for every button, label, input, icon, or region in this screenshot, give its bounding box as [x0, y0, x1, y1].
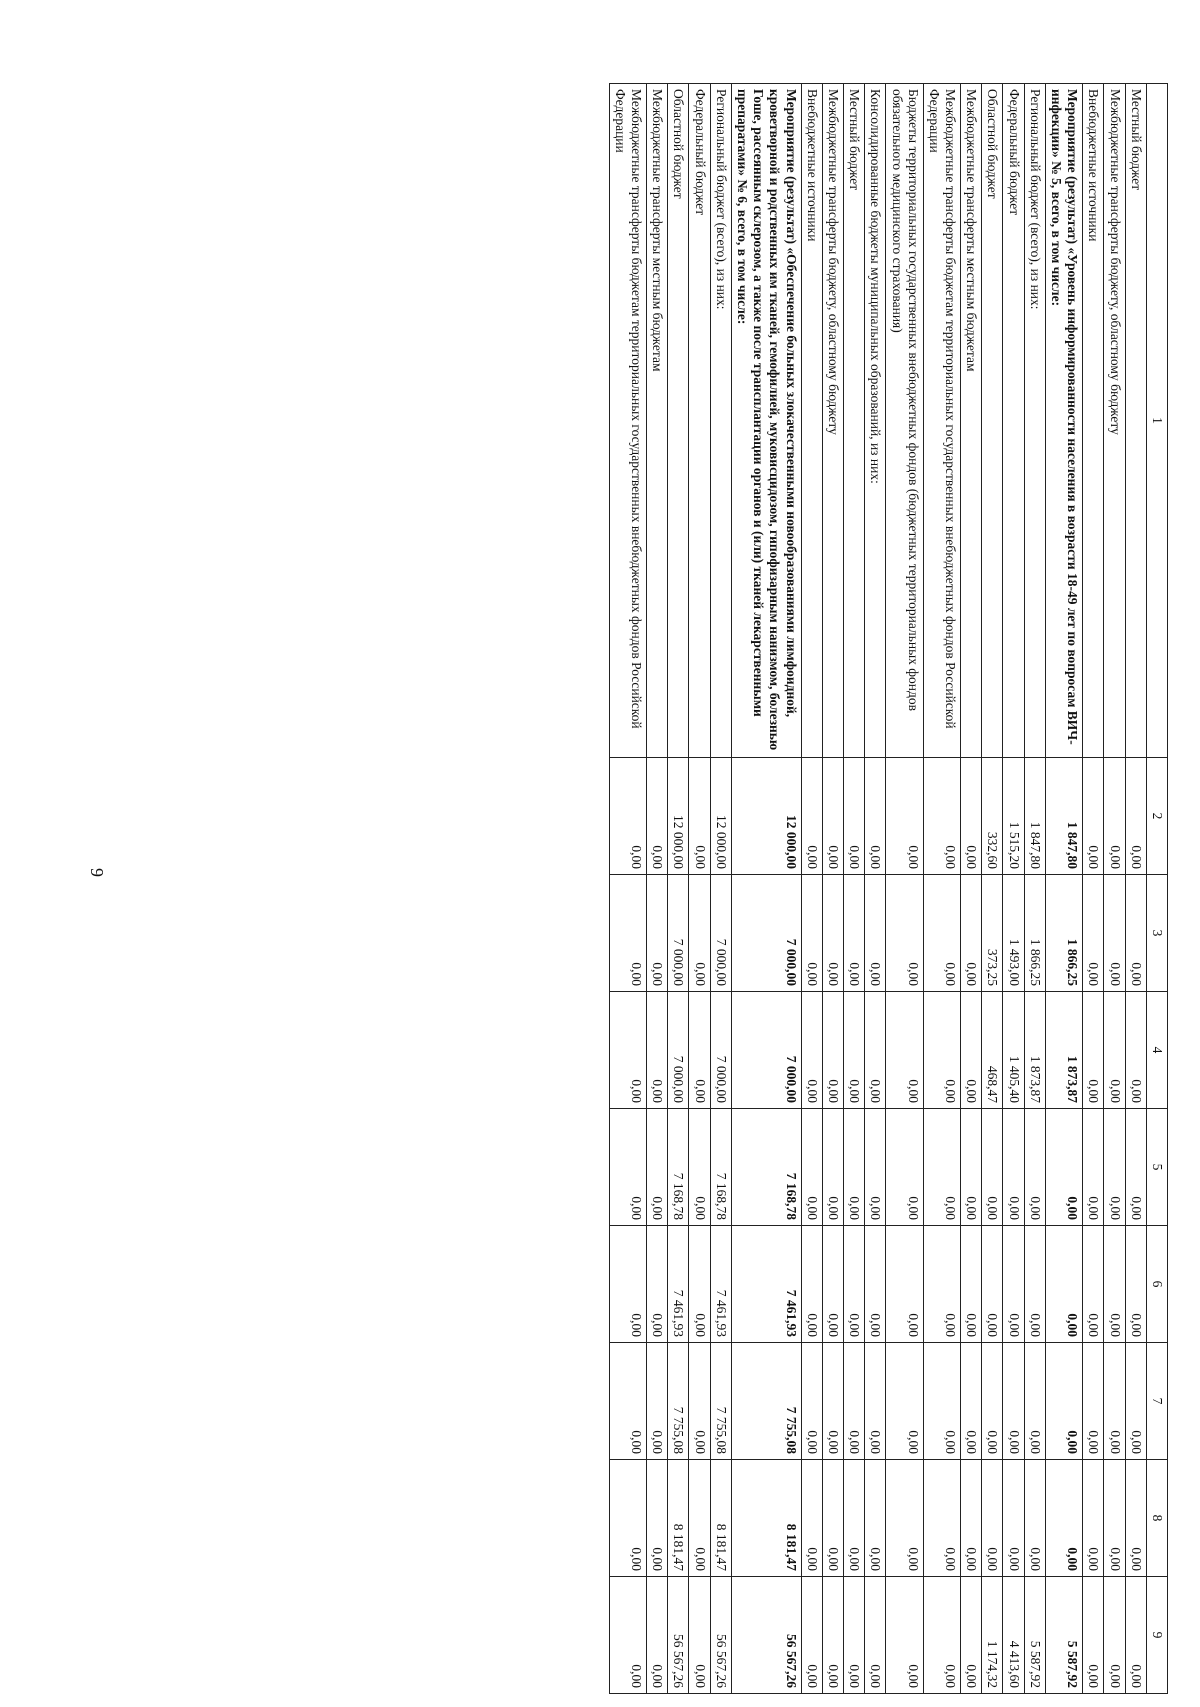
table-row: [609, 84, 646, 1694]
value-cell: 0,00: [1024, 1460, 1045, 1577]
value-cell: 0,00: [1083, 758, 1104, 875]
value-cell: 0,00: [647, 1460, 668, 1577]
value-cell: 0,00: [1104, 1460, 1125, 1577]
value-cell: 7 000,00: [710, 992, 731, 1109]
column-header: 5: [1146, 1109, 1167, 1226]
value-cell: 0,00: [865, 1226, 886, 1343]
value-cell: 12 000,00: [668, 758, 689, 875]
table-row: [886, 84, 923, 1694]
row-label: Межбюджетные трансферты бюджету, областному бюджету: [822, 84, 843, 758]
value-cell: 0,00: [689, 1226, 710, 1343]
value-cell: 0,00: [822, 1343, 843, 1460]
value-cell: 0,00: [865, 1577, 886, 1694]
value-cell: 0,00: [923, 875, 960, 992]
value-cell: 0,00: [982, 1226, 1003, 1343]
value-cell: 0,00: [961, 1577, 982, 1694]
value-cell: 0,00: [923, 1343, 960, 1460]
value-cell: 468,47: [982, 992, 1003, 1109]
value-cell: 0,00: [609, 992, 646, 1109]
value-cell: 0,00: [689, 1109, 710, 1226]
value-cell: 12 000,00: [710, 758, 731, 875]
row-label: Областной бюджет: [982, 84, 1003, 758]
value-cell: 7 168,78: [731, 1109, 801, 1226]
value-cell: 0,00: [1083, 1226, 1104, 1343]
value-cell: 1 866,25: [1024, 875, 1045, 992]
value-cell: 0,00: [865, 1460, 886, 1577]
value-cell: 0,00: [923, 1460, 960, 1577]
row-label: Межбюджетные трансферты местным бюджетам: [647, 84, 668, 758]
value-cell: 56 567,26: [668, 1577, 689, 1694]
value-cell: 0,00: [961, 1226, 982, 1343]
row-label: Межбюджетные трансферты бюджету, областному бюджету: [1104, 84, 1125, 758]
value-cell: 0,00: [1003, 1343, 1024, 1460]
value-cell: 7 461,93: [710, 1226, 731, 1343]
table-row: [982, 84, 1003, 1694]
value-cell: 7 755,08: [668, 1343, 689, 1460]
table-row: [865, 84, 886, 1694]
value-cell: 0,00: [961, 1343, 982, 1460]
value-cell: 0,00: [609, 1577, 646, 1694]
value-cell: 0,00: [923, 1226, 960, 1343]
value-cell: 0,00: [886, 1460, 923, 1577]
column-header: 4: [1146, 992, 1167, 1109]
value-cell: 0,00: [647, 1109, 668, 1226]
value-cell: 0,00: [822, 1577, 843, 1694]
column-header: 9: [1146, 1577, 1167, 1694]
value-cell: 0,00: [609, 1460, 646, 1577]
value-cell: 1 866,25: [1045, 875, 1082, 992]
value-cell: 0,00: [647, 1577, 668, 1694]
column-header: 2: [1146, 758, 1167, 875]
value-cell: 0,00: [822, 992, 843, 1109]
value-cell: 0,00: [865, 875, 886, 992]
row-label: Федеральный бюджет: [689, 84, 710, 758]
value-cell: 0,00: [923, 1109, 960, 1226]
value-cell: 0,00: [886, 1109, 923, 1226]
value-cell: 0,00: [1083, 1577, 1104, 1694]
table-row: [1083, 84, 1104, 1694]
value-cell: 0,00: [865, 1343, 886, 1460]
value-cell: 0,00: [801, 1577, 822, 1694]
row-label: Региональный бюджет (всего), из них:: [1024, 84, 1045, 758]
value-cell: 0,00: [844, 1460, 865, 1577]
rotated-table-container: [168, 83, 1168, 1693]
value-cell: 0,00: [689, 1577, 710, 1694]
table-row: [1003, 84, 1024, 1694]
table-row: [822, 84, 843, 1694]
value-cell: 0,00: [1104, 1109, 1125, 1226]
value-cell: 0,00: [982, 1343, 1003, 1460]
value-cell: 0,00: [609, 875, 646, 992]
value-cell: 0,00: [609, 758, 646, 875]
value-cell: 0,00: [844, 875, 865, 992]
value-cell: 0,00: [801, 1343, 822, 1460]
row-label: Местный бюджет: [844, 84, 865, 758]
value-cell: 0,00: [1083, 1109, 1104, 1226]
row-label: Местный бюджет: [1125, 84, 1146, 758]
value-cell: 0,00: [1024, 1226, 1045, 1343]
value-cell: 0,00: [801, 992, 822, 1109]
value-cell: 0,00: [1125, 875, 1146, 992]
value-cell: 0,00: [689, 875, 710, 992]
value-cell: 0,00: [844, 1226, 865, 1343]
table-row: [668, 84, 689, 1694]
value-cell: 0,00: [689, 992, 710, 1109]
row-label: Межбюджетные трансферты бюджетам территориальных государственных внебюджетных фондов Российской Федерации: [609, 84, 646, 758]
value-cell: 0,00: [923, 758, 960, 875]
value-cell: 0,00: [961, 1109, 982, 1226]
value-cell: 0,00: [1045, 1343, 1082, 1460]
value-cell: 0,00: [1125, 1226, 1146, 1343]
value-cell: 0,00: [923, 992, 960, 1109]
value-cell: 7 000,00: [668, 875, 689, 992]
row-label: Областной бюджет: [668, 84, 689, 758]
value-cell: 8 181,47: [668, 1460, 689, 1577]
table-row: [1125, 84, 1146, 1694]
row-label: Федеральный бюджет: [1003, 84, 1024, 758]
column-header: 8: [1146, 1460, 1167, 1577]
value-cell: 0,00: [1003, 1460, 1024, 1577]
value-cell: 0,00: [822, 875, 843, 992]
value-cell: 56 567,26: [731, 1577, 801, 1694]
table-row: [961, 84, 982, 1694]
table-body: [609, 84, 1146, 1694]
value-cell: 7 461,93: [731, 1226, 801, 1343]
column-header: 3: [1146, 875, 1167, 992]
value-cell: 0,00: [982, 1460, 1003, 1577]
value-cell: 0,00: [1083, 1460, 1104, 1577]
value-cell: 373,25: [982, 875, 1003, 992]
value-cell: 0,00: [801, 1460, 822, 1577]
row-label: Внебюджетные источники: [801, 84, 822, 758]
value-cell: 7 000,00: [731, 875, 801, 992]
value-cell: 0,00: [844, 1343, 865, 1460]
value-cell: 56 567,26: [710, 1577, 731, 1694]
value-cell: 0,00: [647, 1226, 668, 1343]
value-cell: 0,00: [961, 1460, 982, 1577]
value-cell: 0,00: [801, 875, 822, 992]
table-header-row: [1146, 84, 1167, 1694]
value-cell: 8 181,47: [731, 1460, 801, 1577]
value-cell: 0,00: [801, 1109, 822, 1226]
value-cell: 1 873,87: [1024, 992, 1045, 1109]
value-cell: 1 493,00: [1003, 875, 1024, 992]
table-row: [647, 84, 668, 1694]
value-cell: 0,00: [1045, 1226, 1082, 1343]
value-cell: 0,00: [822, 1226, 843, 1343]
column-header: 1: [1146, 84, 1167, 758]
value-cell: 0,00: [609, 1226, 646, 1343]
value-cell: 0,00: [844, 1109, 865, 1226]
value-cell: 8 181,47: [710, 1460, 731, 1577]
value-cell: 0,00: [1104, 1226, 1125, 1343]
value-cell: 0,00: [844, 1577, 865, 1694]
value-cell: 0,00: [865, 992, 886, 1109]
value-cell: 0,00: [844, 992, 865, 1109]
value-cell: 0,00: [1024, 1109, 1045, 1226]
row-label: Межбюджетные трансферты местным бюджетам: [961, 84, 982, 758]
value-cell: 0,00: [1125, 1577, 1146, 1694]
value-cell: 0,00: [647, 758, 668, 875]
table-row: [801, 84, 822, 1694]
value-cell: 0,00: [1104, 758, 1125, 875]
value-cell: 0,00: [1125, 1109, 1146, 1226]
value-cell: 0,00: [609, 1343, 646, 1460]
value-cell: 0,00: [923, 1577, 960, 1694]
value-cell: 0,00: [886, 992, 923, 1109]
value-cell: 7 000,00: [668, 992, 689, 1109]
value-cell: 0,00: [844, 758, 865, 875]
value-cell: 0,00: [647, 992, 668, 1109]
row-label: Мероприятие (результат) «Уровень информированности населения в возрасти 18-49 лет по вопросам ВИЧ-инфекции» № 5, всего, в том числе:: [1045, 84, 1082, 758]
value-cell: 0,00: [982, 1109, 1003, 1226]
value-cell: 0,00: [886, 1226, 923, 1343]
value-cell: 0,00: [647, 875, 668, 992]
value-cell: 0,00: [609, 1109, 646, 1226]
value-cell: 0,00: [1083, 1343, 1104, 1460]
value-cell: 7 168,78: [710, 1109, 731, 1226]
value-cell: 7 755,08: [710, 1343, 731, 1460]
page-number: 9: [87, 868, 107, 877]
value-cell: 7 461,93: [668, 1226, 689, 1343]
row-label: Мероприятие (результат) «Обеспечение больных злокачественными новообразованиями лимфоидной, кроветворной и родственных им тканей, гемофилией, муковисцидозом, гипофизарным нанизмом, болезнью Гоше, рассеянным склерозом, а также после трансплантации органов и (или) тканей лекарственными препаратами» № 6, всего, в том числе:: [731, 84, 801, 758]
value-cell: 0,00: [886, 758, 923, 875]
value-cell: 1 873,87: [1045, 992, 1082, 1109]
value-cell: 0,00: [689, 1343, 710, 1460]
value-cell: 0,00: [647, 1343, 668, 1460]
value-cell: 7 755,08: [731, 1343, 801, 1460]
value-cell: 0,00: [1003, 1109, 1024, 1226]
value-cell: 0,00: [961, 992, 982, 1109]
value-cell: 5 587,92: [1045, 1577, 1082, 1694]
value-cell: 0,00: [886, 875, 923, 992]
value-cell: 0,00: [1003, 1226, 1024, 1343]
value-cell: 7 168,78: [668, 1109, 689, 1226]
value-cell: 0,00: [1125, 1343, 1146, 1460]
table-row: [1104, 84, 1125, 1694]
budget-table: [609, 83, 1168, 1694]
value-cell: 0,00: [865, 758, 886, 875]
value-cell: 7 000,00: [731, 992, 801, 1109]
value-cell: 0,00: [801, 1226, 822, 1343]
value-cell: 0,00: [1024, 1343, 1045, 1460]
table-row: [710, 84, 731, 1694]
value-cell: 0,00: [1125, 1460, 1146, 1577]
value-cell: 4 413,60: [1003, 1577, 1024, 1694]
value-cell: 0,00: [822, 758, 843, 875]
value-cell: 0,00: [1045, 1109, 1082, 1226]
value-cell: 1 515,20: [1003, 758, 1024, 875]
value-cell: 0,00: [1083, 992, 1104, 1109]
column-header: 6: [1146, 1226, 1167, 1343]
table-row: [844, 84, 865, 1694]
row-label: Бюджеты территориальных государственных внебюджетных фондов (бюджетных территориальных фондов обязательного медицинского страхования): [886, 84, 923, 758]
value-cell: 5 587,92: [1024, 1577, 1045, 1694]
value-cell: 332,60: [982, 758, 1003, 875]
table-row: [1024, 84, 1045, 1694]
column-header: 7: [1146, 1343, 1167, 1460]
value-cell: 0,00: [689, 758, 710, 875]
table-row: [923, 84, 960, 1694]
table-row: [731, 84, 801, 1694]
value-cell: 0,00: [1125, 992, 1146, 1109]
value-cell: 0,00: [1125, 758, 1146, 875]
row-label: Консолидированные бюджеты муниципальных образований, из них:: [865, 84, 886, 758]
value-cell: 0,00: [1104, 1343, 1125, 1460]
value-cell: 0,00: [886, 1577, 923, 1694]
value-cell: 1 174,32: [982, 1577, 1003, 1694]
row-label: Региональный бюджет (всего), из них:: [710, 84, 731, 758]
value-cell: 0,00: [1104, 992, 1125, 1109]
value-cell: 0,00: [1045, 1460, 1082, 1577]
value-cell: 1 847,80: [1045, 758, 1082, 875]
value-cell: 0,00: [822, 1109, 843, 1226]
table-row: [1045, 84, 1082, 1694]
value-cell: 0,00: [886, 1343, 923, 1460]
value-cell: 0,00: [822, 1460, 843, 1577]
value-cell: 7 000,00: [710, 875, 731, 992]
table-row: [689, 84, 710, 1694]
value-cell: 0,00: [1104, 1577, 1125, 1694]
value-cell: 0,00: [801, 758, 822, 875]
row-label: Внебюджетные источники: [1083, 84, 1104, 758]
value-cell: 12 000,00: [731, 758, 801, 875]
value-cell: 0,00: [1083, 875, 1104, 992]
row-label: Межбюджетные трансферты бюджетам территориальных государственных внебюджетных фондов Российской Федерации: [923, 84, 960, 758]
value-cell: 1 405,40: [1003, 992, 1024, 1109]
value-cell: 0,00: [1104, 875, 1125, 992]
value-cell: 0,00: [961, 758, 982, 875]
value-cell: 1 847,80: [1024, 758, 1045, 875]
value-cell: 0,00: [961, 875, 982, 992]
value-cell: 0,00: [865, 1109, 886, 1226]
value-cell: 0,00: [689, 1460, 710, 1577]
